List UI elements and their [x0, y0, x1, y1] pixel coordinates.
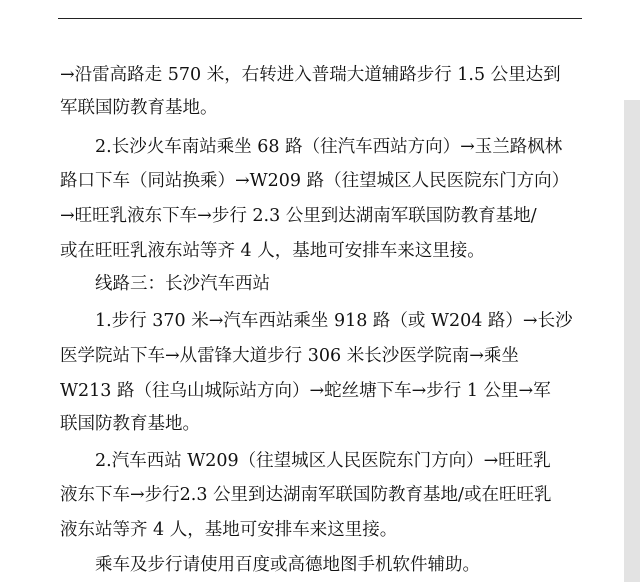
text-line-15: 乘车及步行请使用百度或高德地图手机软件辅助。: [95, 555, 480, 575]
text-line-3: 2.长沙火车南站乘坐 68 路（往汽车西站方向）→玉兰路枫林: [95, 137, 563, 157]
section-heading: 线路三：长沙汽车西站: [95, 274, 270, 294]
text-line-11: 联国防教育基地。: [60, 414, 200, 434]
text-line-8: 1.步行 370 米→汽车西站乘坐 918 路（或 W204 路）→长沙: [95, 311, 573, 331]
text-line-5: →旺旺乳液东下车→步行 2.3 公里到达湖南军联国防教育基地/: [60, 206, 537, 226]
text-line-2: 军联国防教育基地。: [60, 98, 218, 118]
text-line-10: W213 路（往乌山城际站方向）→蛇丝塘下车→步行 1 公里→军: [60, 381, 551, 401]
header-rule: [58, 18, 582, 19]
adjacent-page-edge: [624, 100, 640, 582]
text-line-6: 或在旺旺乳液东站等齐 4 人，基地可安排车来这里接。: [60, 241, 485, 261]
text-line-1: →沿雷高路走 570 米，右转进入普瑞大道辅路步行 1.5 公里达到: [60, 65, 561, 85]
text-line-12: 2.汽车西站 W209（往望城区人民医院东门方向）→旺旺乳: [95, 451, 551, 471]
text-line-14: 液东站等齐 4 人，基地可安排车来这里接。: [60, 520, 398, 540]
text-line-4: 路口下车（同站换乘）→W209 路（往望城区人民医院东门方向）: [60, 171, 570, 191]
text-line-9: 医学院站下车→从雷锋大道步行 306 米长沙医学院南→乘坐: [60, 346, 519, 366]
text-line-13: 液东下车→步行2.3 公里到达湖南军联国防教育基地/或在旺旺乳: [60, 485, 552, 505]
